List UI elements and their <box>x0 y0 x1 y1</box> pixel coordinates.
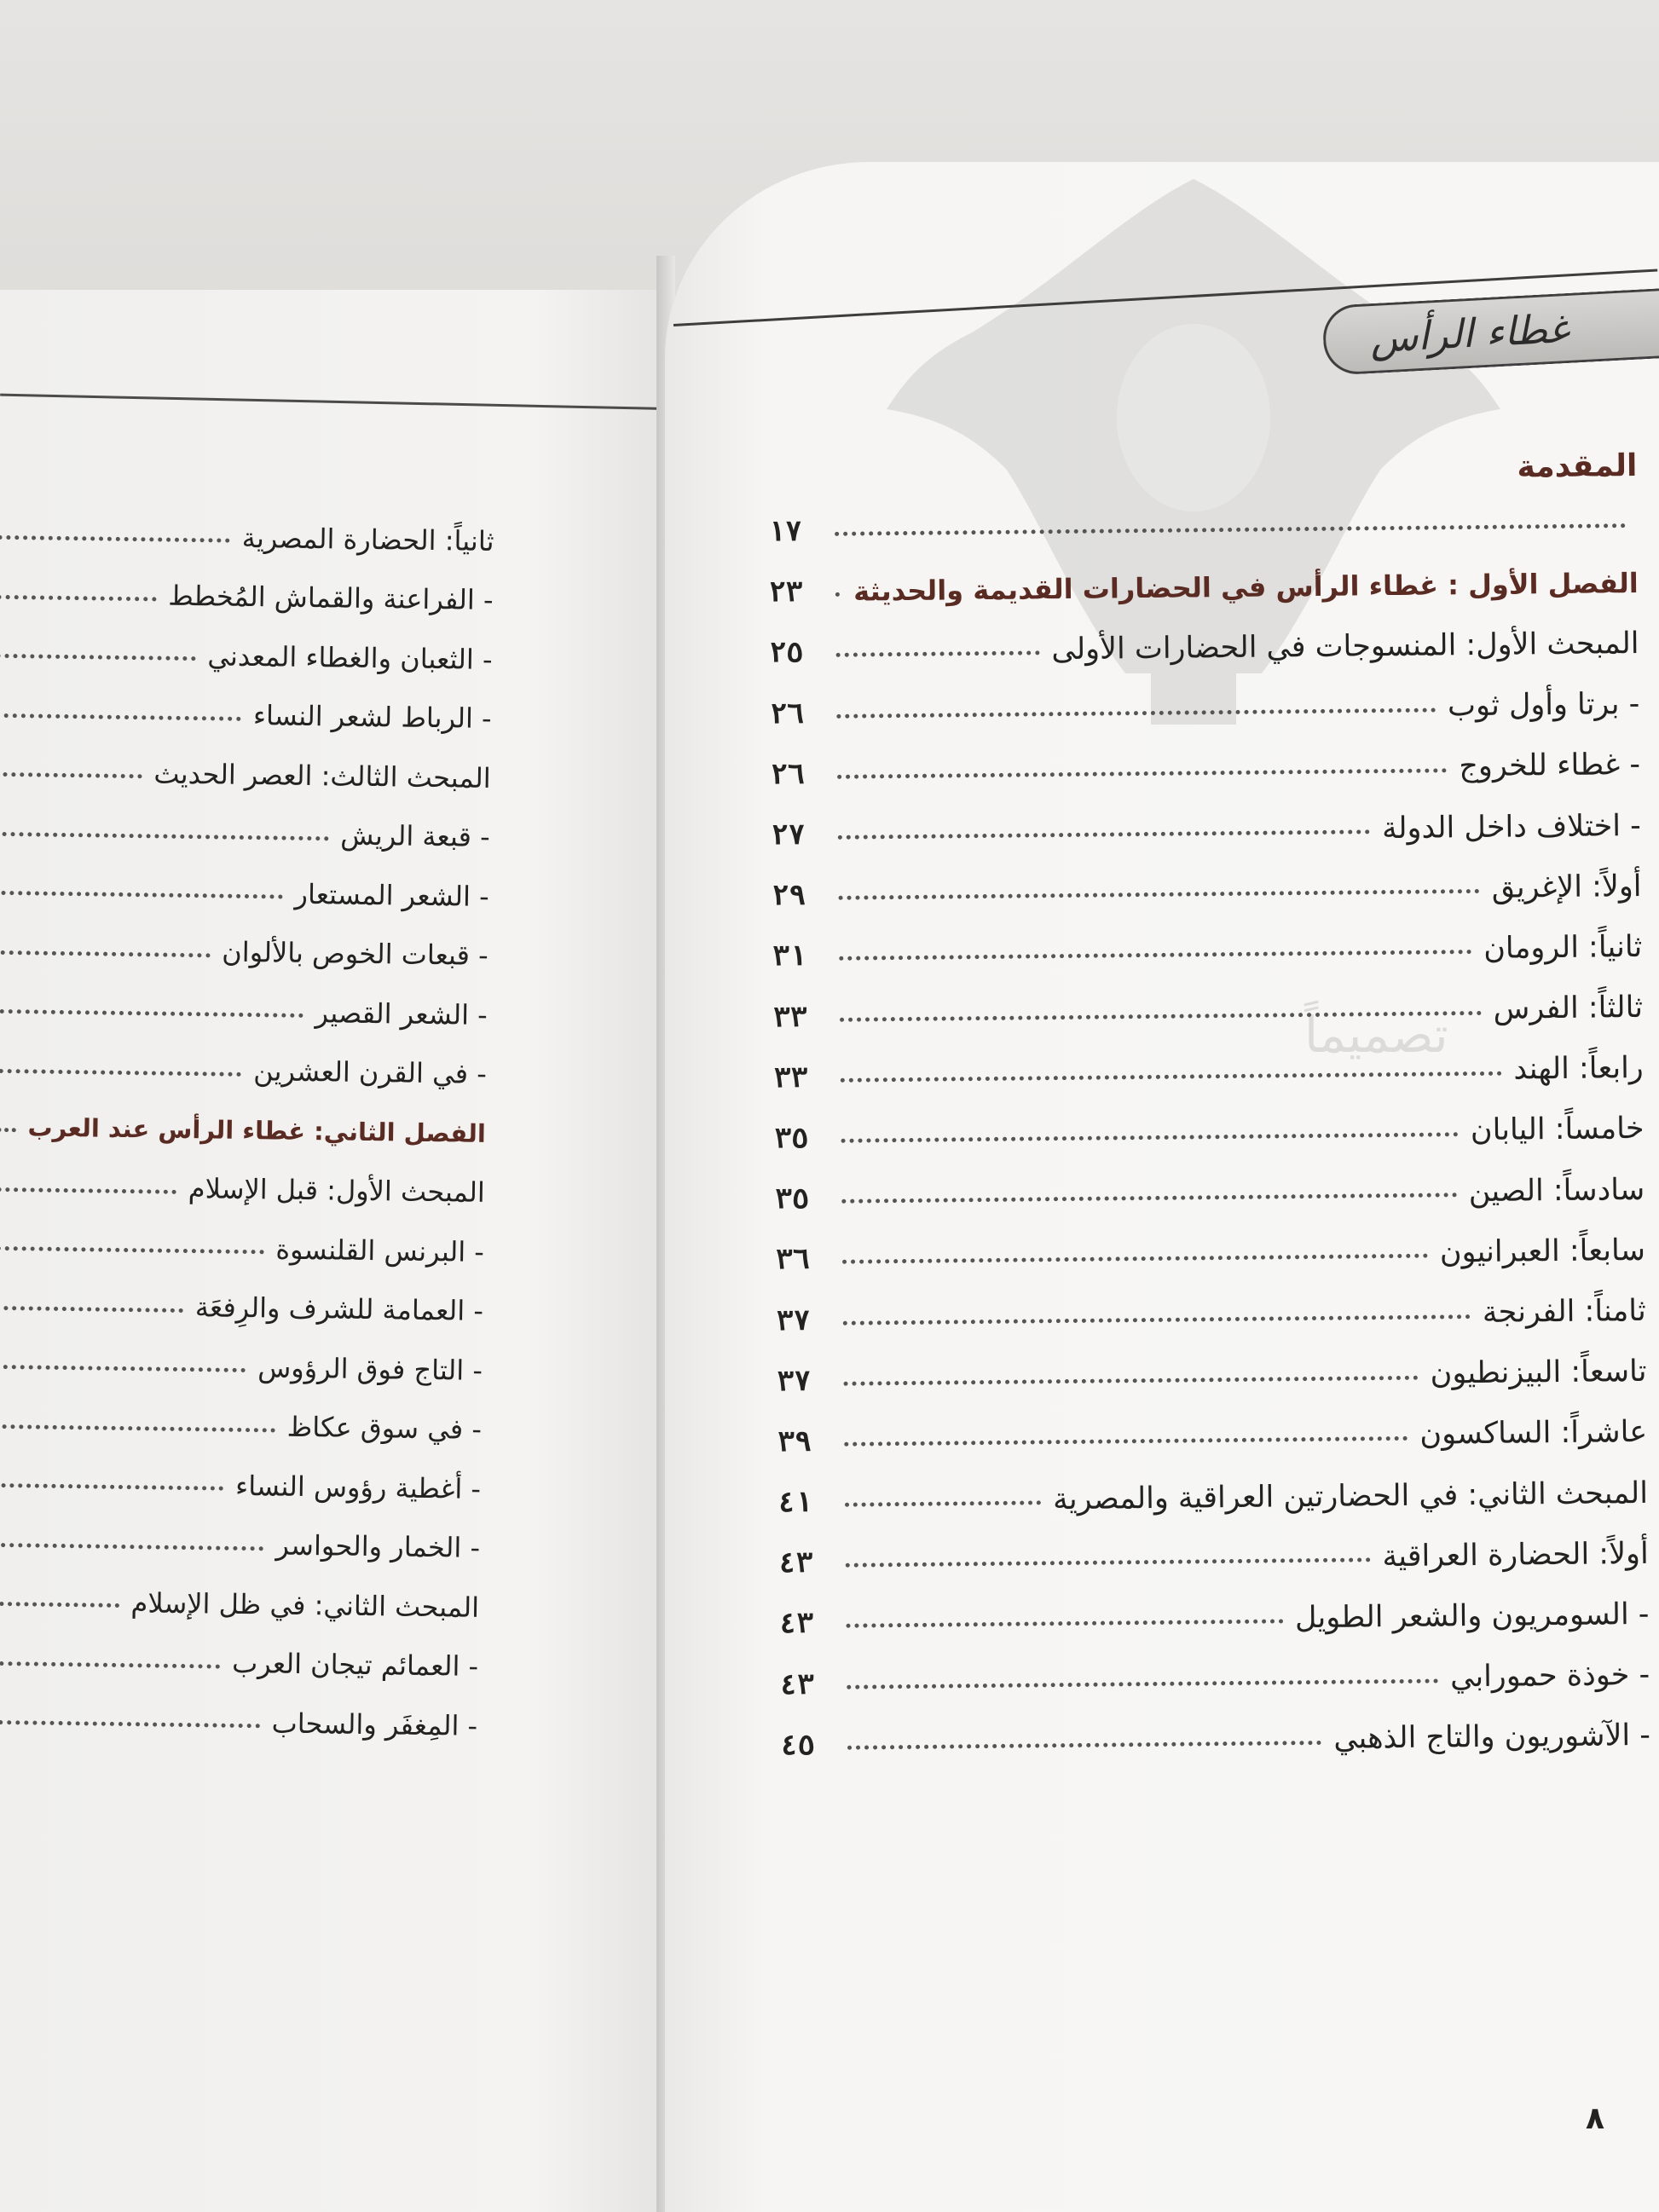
toc-entry-page: ٣٧ <box>776 1302 811 1337</box>
toc-entry <box>0 1571 480 1637</box>
toc-leader-dots <box>836 651 1040 658</box>
page-number: ٨ <box>1586 2101 1604 2136</box>
toc-entry-label: - غطاء للخروج <box>1459 748 1641 784</box>
toc-entry-label: سابعاً: العبرانيون <box>1439 1233 1646 1270</box>
toc-entry-label: المبحث الثاني: في ظل الإسلام <box>130 1585 480 1624</box>
toc-entry-label: - العمائم تيجان العرب <box>231 1647 479 1684</box>
toc-entry <box>771 735 1641 805</box>
toc-entry <box>0 1216 484 1282</box>
toc-leader-dots <box>0 1246 263 1255</box>
toc-entry <box>772 856 1642 926</box>
toc-entry-label: - اختلاف داخل الدولة <box>1381 808 1641 846</box>
toc-entry <box>777 1342 1647 1412</box>
toc-entry-page: ٣٩ <box>777 1424 812 1458</box>
toc-leader-dots <box>837 768 1447 778</box>
toc-entry-label: - في سوق عكاظ <box>286 1410 483 1447</box>
toc-entry-label: - خوذة حمورابي <box>1449 1658 1650 1695</box>
toc-entry-page: ٢٧ <box>771 817 806 852</box>
toc-entry-label: - الفراعنة والقماش المُخطط <box>167 579 494 617</box>
toc-entry <box>0 563 494 630</box>
toc-entry <box>771 795 1641 865</box>
toc-entry-page: ٢٥ <box>769 635 804 670</box>
toc-entry <box>0 623 493 690</box>
toc-entry-page: ٣٥ <box>775 1181 810 1216</box>
toc-entry <box>781 1706 1651 1776</box>
toc-entry <box>768 552 1639 622</box>
toc-entry <box>0 1630 479 1696</box>
toc-entry <box>0 1453 481 1519</box>
toc-leader-dots <box>0 1602 119 1608</box>
toc-entry <box>777 1402 1648 1472</box>
toc-entry-label: - الشعر المستعار <box>294 877 489 913</box>
toc-entry <box>772 916 1643 986</box>
toc-leader-dots <box>845 1500 1041 1506</box>
toc-leader-dots <box>0 1069 241 1077</box>
toc-entry-page: ٢٦ <box>770 696 805 731</box>
toc-leader-dots <box>0 832 328 840</box>
watermark-text: تصميماً <box>1304 1006 1448 1064</box>
toc-entry-label: - المِغفَر والسحاب <box>271 1707 478 1742</box>
toc-entry-label: سادساً: الصين <box>1468 1172 1645 1209</box>
toc-entry-page: ٤٣ <box>779 1606 814 1641</box>
toc-leader-dots <box>847 1678 1438 1689</box>
toc-entry-page: ٣٣ <box>773 1060 808 1094</box>
toc-entry-label: - الثعبان والغطاء المعدني <box>207 639 493 676</box>
toc-leader-dots <box>844 1436 1408 1447</box>
toc-leader-dots <box>838 829 1370 840</box>
toc-entry-label: أولاً: الإغريق <box>1491 869 1642 905</box>
toc-entry-label: - التاج فوق الرؤوس <box>257 1350 483 1387</box>
toc-leader-dots <box>847 1741 1321 1750</box>
toc-leader-dots <box>0 950 210 958</box>
toc-entry <box>0 1037 487 1104</box>
toc-entry-label: المبحث الأول: المنسوجات في الحضارات الأولى <box>1051 626 1639 667</box>
toc-leader-dots <box>0 1187 176 1194</box>
toc-entry-label: عاشراً: الساكسون <box>1419 1415 1648 1453</box>
toc-leader-dots <box>0 1543 263 1551</box>
toc-entry-page: ٤٣ <box>778 1545 813 1580</box>
toc-leader-dots <box>0 1365 246 1372</box>
running-header-title: غطاء الرأس <box>1368 304 1570 362</box>
toc-leader-dots <box>0 891 283 899</box>
toc-entry <box>776 1220 1646 1290</box>
toc-entry <box>0 919 488 985</box>
toc-entry-page: ٣٥ <box>774 1121 809 1155</box>
toc-leader-dots <box>841 1071 1502 1082</box>
toc-entry <box>770 674 1640 744</box>
toc-leader-dots <box>843 1314 1471 1325</box>
toc-entry-label: - الشعر القصير <box>315 996 488 1031</box>
toc-leader-dots <box>839 889 1480 900</box>
toc-entry <box>769 613 1639 683</box>
toc-entry-label: المبحث الثاني: في الحضارتين العراقية والمصرية <box>1052 1476 1649 1516</box>
toc-leader-dots <box>0 772 142 778</box>
toc-entry-label: - قبعات الخوص بالألوان <box>222 935 488 973</box>
toc-leader-dots <box>0 1720 260 1729</box>
toc-entry-page: ٣٣ <box>772 999 807 1034</box>
toc-entry-label: أولاً: الحضارة العراقية <box>1382 1536 1649 1574</box>
toc-leader-dots <box>841 1193 1457 1204</box>
toc-leader-dots <box>0 1128 15 1132</box>
toc-entry-label: - السومريون والشعر الطويل <box>1294 1597 1650 1636</box>
toc-entry-label: - قبعة الريش <box>339 818 490 854</box>
toc-entry-label: - برتا وأول ثوب <box>1447 687 1640 724</box>
toc-entry-page: ٤١ <box>777 1485 812 1519</box>
toc-entry <box>0 860 489 927</box>
toc-leader-dots <box>0 713 241 721</box>
toc-entry-label: ثانياً: الحضارة المصرية <box>241 521 494 557</box>
toc-entry-page: ٣١ <box>772 939 807 973</box>
toc-entry-label: ثانياً: الرومان <box>1483 929 1643 966</box>
toc-entry-page: ٣٦ <box>775 1242 810 1276</box>
toc-leader-dots <box>840 1011 1482 1022</box>
toc-entry <box>774 1099 1645 1169</box>
toc-entry-label: - أغطية رؤوس النساء <box>234 1469 482 1505</box>
toc-leader-dots <box>0 1660 220 1668</box>
toc-entry <box>776 1280 1646 1350</box>
toc-leader-dots <box>846 1558 1371 1568</box>
toc-leader-dots <box>836 707 1436 718</box>
toc-leader-dots <box>835 523 1626 536</box>
toc-leader-dots <box>0 535 230 543</box>
toc-entry <box>778 1523 1649 1593</box>
toc-entry <box>780 1644 1650 1714</box>
toc-entry <box>0 1097 486 1164</box>
toc-entry <box>779 1584 1650 1654</box>
toc-entry <box>773 977 1644 1047</box>
toc-leader-dots <box>0 1306 183 1313</box>
toc-entry-page: ١٧ <box>767 514 803 548</box>
toc-entry <box>0 742 491 808</box>
toc-entry <box>0 1274 483 1341</box>
toc-right <box>767 439 1650 1776</box>
toc-entry-label: تاسعاً: البيزنطيون <box>1430 1354 1647 1391</box>
toc-leader-dots <box>0 654 195 661</box>
toc-entry-label: الفصل الأول : غطاء الرأس في الحضارات القديمة والحديثة <box>853 566 1639 608</box>
toc-entry <box>0 1393 482 1459</box>
toc-leader-dots <box>841 1132 1459 1143</box>
toc-entry-label: رابعاً: الهند <box>1513 1051 1644 1087</box>
toc-entry-label: المبحث الثالث: العصر الحديث <box>153 757 491 794</box>
toc-leader-dots <box>842 1254 1428 1264</box>
toc-entry <box>778 1463 1649 1533</box>
toc-entry <box>775 1159 1645 1229</box>
toc-entry <box>0 1511 481 1578</box>
toc-left <box>0 505 494 1756</box>
toc-entry <box>0 800 490 867</box>
toc-leader-dots <box>844 1375 1419 1385</box>
toc-entry-label: - الآشوريون والتاج الذهبي <box>1333 1718 1651 1757</box>
toc-entry-label: - العمامة للشرف والرِفعَة <box>194 1291 484 1328</box>
toc-entry <box>773 1038 1644 1108</box>
toc-entry-page: ٣٧ <box>777 1363 812 1398</box>
toc-entry-page: ٢٦ <box>770 757 806 791</box>
toc-entry-label: خامساً: اليابان <box>1470 1112 1645 1148</box>
toc-leader-dots <box>0 1424 275 1433</box>
toc-entry-page: ٤٣ <box>780 1666 815 1701</box>
toc-intro-heading: المقدمة <box>1517 448 1638 484</box>
toc-entry <box>0 1689 478 1755</box>
toc-entry-label: ثامناً: الفرنجة <box>1482 1293 1646 1330</box>
toc-entry-label: - في القرن العشرين <box>252 1054 488 1091</box>
toc-entry <box>768 492 1639 562</box>
toc-entry-label: المبحث الأول: قبل الإسلام <box>188 1172 486 1210</box>
toc-entry-label: الفصل الثاني: غطاء الرأس عند العرب <box>27 1112 487 1148</box>
toc-entry-page: ٢٩ <box>772 878 806 912</box>
toc-entry-label: - الرباط لشعر النساء <box>252 699 492 736</box>
toc-entry <box>0 505 494 571</box>
toc-entry-label: ثالثاً: الفرس <box>1493 990 1644 1026</box>
toc-entry <box>0 1334 483 1401</box>
toc-entry <box>0 1156 485 1222</box>
toc-leader-dots <box>0 1009 303 1018</box>
toc-entry <box>0 682 492 748</box>
toc-entry <box>0 979 488 1045</box>
toc-leader-dots <box>839 950 1471 961</box>
toc-leader-dots <box>835 592 841 597</box>
toc-entry-label: - البرنس القلنسوة <box>275 1233 485 1268</box>
toc-entry-label: - الخمار والحواسر <box>275 1528 481 1565</box>
toc-entry-page: ٢٣ <box>768 575 803 609</box>
toc-leader-dots <box>0 595 156 602</box>
toc-leader-dots <box>0 1483 223 1491</box>
toc-entry-page: ٤٥ <box>780 1728 815 1762</box>
toc-leader-dots <box>847 1620 1284 1628</box>
